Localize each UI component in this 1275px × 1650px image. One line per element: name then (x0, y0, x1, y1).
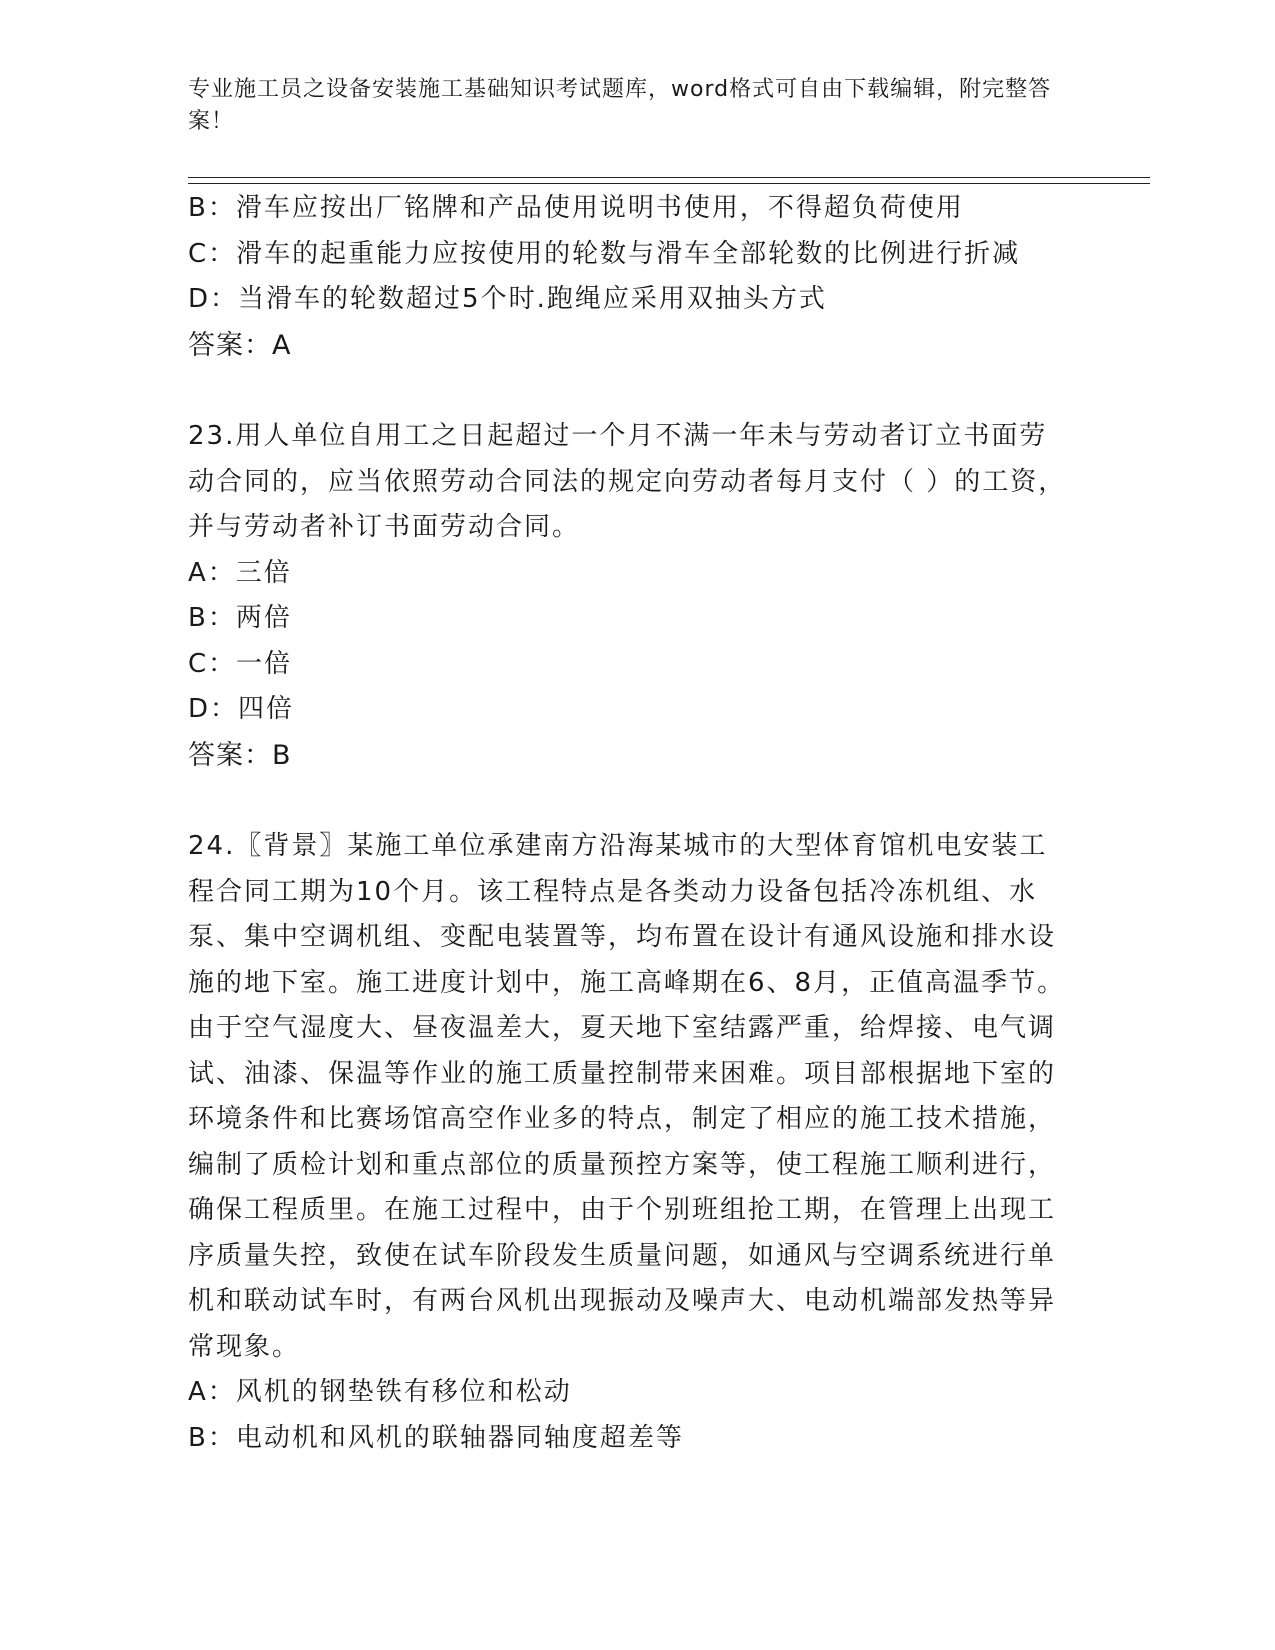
option-b: B：两倍 (188, 603, 292, 633)
option-a: A：风机的钢垫铁有移位和松动 (188, 1377, 572, 1407)
option-a: A：三倍 (188, 557, 292, 588)
question-text: 23.用人单位自用工之日起超过一个月不满一年未与劳动者订立书面劳动合同的，应当依照劳动合同法的规定向劳动者每月支付（ ）的工资，并与劳动者补订书面劳动合同。 (188, 421, 1067, 542)
answer: 答案：B (188, 739, 292, 771)
header-divider (188, 177, 1150, 184)
option-c: C：一倍 (188, 648, 293, 679)
page-header: 专业施工员之设备安装施工基础知识考试题库，word格式可自由下载编辑，附完整答案！ (188, 77, 1052, 134)
option-d: D：当滑车的轮数超过5个时.跑绳应采用双抽头方式 (188, 284, 827, 314)
document-body (188, 186, 1088, 1461)
question-text: 24.〖背景〗某施工单位承建南方沿海某城市的大型体育馆机电安装工程合同工期为10个月。该工程特点是各类动力设备包括冷冻机组、水泵、集中空调机组、变配电装置等，均布置在设计有通风设施和排水设施的地下室。施工进度计划中，施工高峰期在6、8月，正值高温季节。由于空气湿度大、昼夜温差大，夏天地下室结露严重，给焊接、电气调试、油漆、保温等作业的施工质量控制带来困难。项目部根据地下室的环境条件和比赛场馆高空作业多的特点，制定了相应的施工技术措施，编制了质检计划和重点部位的质量预控方案等，使工程施工顺利进行，确保工程质里。在施工过程中，由于个别班组抢工期，在管理上出现工序质量失控，致使在试车阶段发生质量问题，如通风与空调系统进行单机和联动试车时，有两台风机出现振动及噪声大、电动机端部发热等异常现象。 (188, 831, 1066, 1362)
option-b: B：电动机和风机的联轴器同轴度超差等 (188, 1422, 684, 1453)
question-22-tail (188, 186, 1088, 368)
option-c: C：滑车的起重能力应按使用的轮数与滑车全部轮数的比例进行折减 (188, 238, 1021, 269)
question-24 (188, 824, 1088, 1461)
spacer (188, 778, 1088, 824)
option-d: D：四倍 (188, 694, 295, 724)
question-23 (188, 414, 1088, 778)
answer: 答案：A (188, 329, 292, 361)
spacer (188, 368, 1088, 414)
option-b: B：滑车应按出厂铭牌和产品使用说明书使用，不得超负荷使用 (188, 193, 964, 223)
